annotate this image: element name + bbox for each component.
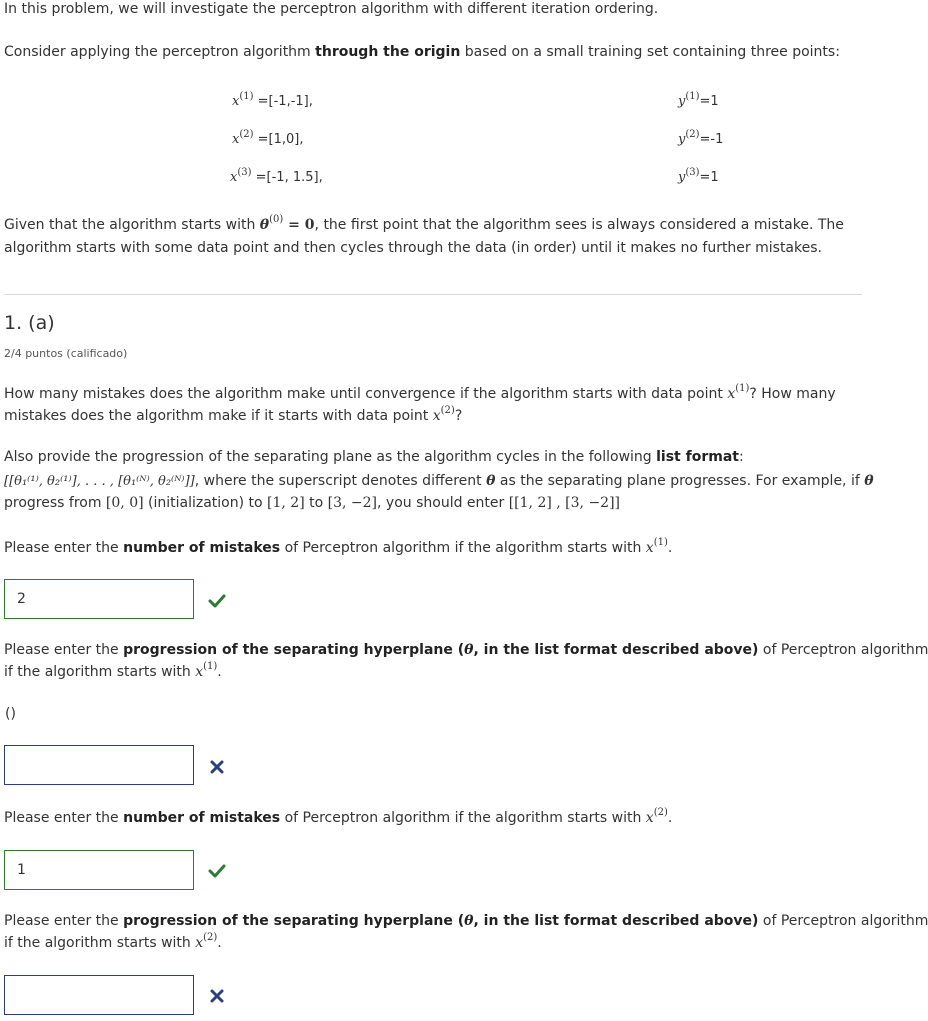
cross-icon bbox=[208, 758, 226, 776]
check-icon bbox=[208, 592, 226, 610]
answer-mistakes-x2-input[interactable]: 1 bbox=[4, 850, 194, 890]
point-y3: $y^{(3)}=1$ bbox=[678, 166, 719, 185]
answer-mistakes-x1-input[interactable]: 2 bbox=[4, 579, 194, 619]
point-x1: $x^{(1)} =[-1,-1]$, bbox=[232, 90, 313, 109]
section-divider bbox=[4, 294, 862, 295]
given-line1: Given that the algorithm starts with $\theta^{(0)} = 0$, the first point that the algorithm sees is always considered a mistake. The bbox=[4, 214, 844, 233]
prompt-hyperplane-x2-line1: Please enter the progression of the separating hyperplane (θ, in the list format described above) of Perceptron algorithm bbox=[4, 913, 928, 929]
previous-answer: () bbox=[5, 706, 16, 722]
point-y2: $y^{(2)}=-1$ bbox=[678, 128, 724, 147]
question-number: 1. (a) bbox=[4, 312, 55, 334]
answer-hyperplane-x1-input[interactable] bbox=[4, 745, 194, 785]
prompt-mistakes-x1: Please enter the number of mistakes of Perceptron algorithm if the algorithm starts with $x^{(1)}$. bbox=[4, 537, 673, 556]
point-y1: $y^{(1)}=1$ bbox=[678, 90, 719, 109]
question-score: 2/4 puntos (calificado) bbox=[4, 347, 128, 360]
answer-hyperplane-x2-input[interactable] bbox=[4, 975, 194, 1015]
cross-icon bbox=[208, 987, 226, 1005]
prompt-mistakes-x2: Please enter the number of mistakes of Perceptron algorithm if the algorithm starts with $x^{(2)}$. bbox=[4, 807, 673, 826]
prompt-hyperplane-x1-line1: Please enter the progression of the separating hyperplane (θ, in the list format described above) of Perceptron algorithm bbox=[4, 642, 928, 658]
setup-text: Consider applying the perceptron algorithm through the origin based on a small training set containing three points: bbox=[4, 44, 840, 60]
given-line2: algorithm starts with some data point and then cycles through the data (in order) until it makes no further mistakes. bbox=[4, 240, 822, 256]
prompt-hyperplane-x2-line2: if the algorithm starts with $x^{(2)}$. bbox=[4, 932, 222, 951]
intro-text: In this problem, we will investigate the perceptron algorithm with different iteration ordering. bbox=[4, 1, 659, 17]
format-line3: progress from [0, 0] (initialization) to [1, 2] to [3, −2], you should enter [[1, 2] , [3, −2]] bbox=[4, 495, 621, 511]
format-line2: [[θ₁⁽¹⁾, θ₂⁽¹⁾], . . . , [θ₁⁽ᴺ⁾, θ₂⁽ᴺ⁾]], where the superscript denotes different θ as the separating plane progresses. For example, if θ bbox=[4, 473, 874, 489]
check-icon bbox=[208, 862, 226, 880]
question-line1: How many mistakes does the algorithm make until convergence if the algorithm starts with data point $x^{(1)}$? How many bbox=[4, 383, 836, 402]
point-x3: $x^{(3)} =[-1$, 1.5], bbox=[230, 166, 323, 185]
format-line1: Also provide the progression of the separating plane as the algorithm cycles in the following list format: bbox=[4, 449, 744, 465]
question-line2: mistakes does the algorithm make if it starts with data point $x^{(2)}$? bbox=[4, 405, 463, 424]
prompt-hyperplane-x1-line2: if the algorithm starts with $x^{(1)}$. bbox=[4, 661, 222, 680]
point-x2: $x^{(2)} =[1,0]$, bbox=[232, 128, 304, 147]
